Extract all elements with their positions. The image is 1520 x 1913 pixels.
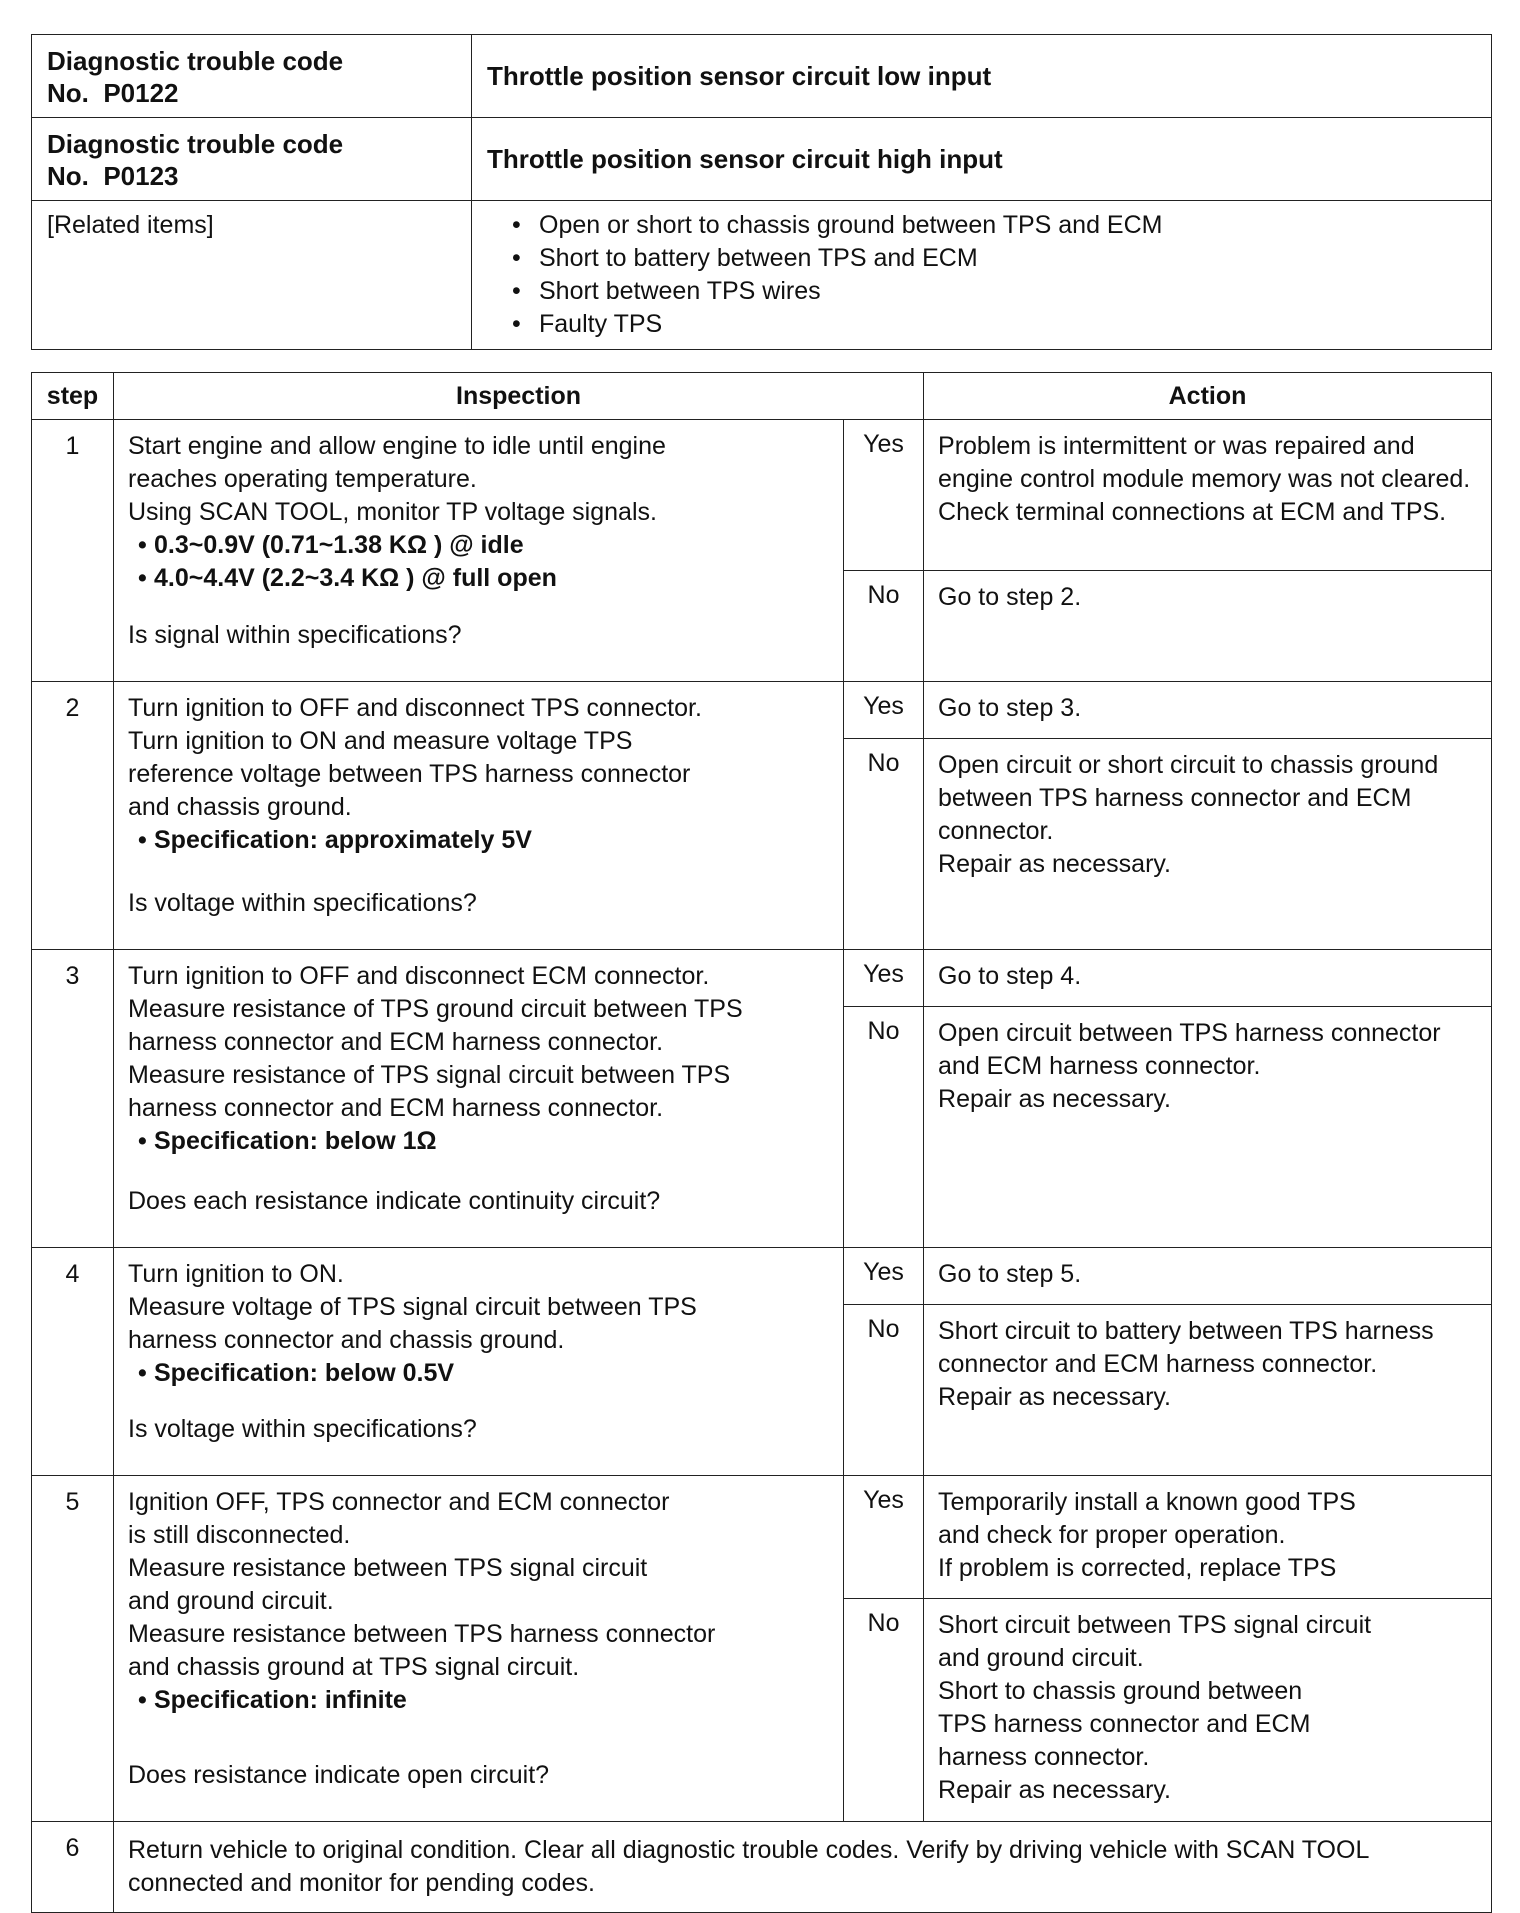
inspection-line: and ground circuit. — [128, 1587, 334, 1615]
step-number: 3 — [32, 950, 114, 1248]
inspection-cell — [114, 1476, 844, 1822]
no-label: No — [844, 1305, 924, 1476]
no-action: Short circuit to battery between TPS harness connector and ECM harness connector. Repair as necessary. — [924, 1305, 1492, 1476]
step-row — [32, 1248, 1492, 1305]
dtc-row — [32, 35, 1492, 118]
inspection-content — [114, 1476, 843, 1800]
inspection-line: is still disconnected. — [128, 1521, 351, 1549]
step-row — [32, 682, 1492, 739]
inspection-line: Measure resistance between TPS signal circuit — [128, 1554, 648, 1582]
inspection-cell — [114, 950, 844, 1248]
inspection-content — [114, 950, 843, 1226]
yes-action: Go to step 4. — [924, 950, 1492, 1007]
dtc-code-cell — [32, 35, 472, 118]
dtc-table — [31, 34, 1492, 350]
inspection-line: Measure resistance of TPS signal circuit between TPS — [128, 1061, 731, 1089]
dtc-code-number: No. P0122 — [47, 78, 179, 108]
dtc-code-label: Diagnostic trouble code — [47, 129, 344, 159]
inspection-question: Is voltage within specifications? — [128, 889, 477, 917]
specification-item: • Specification: below 1Ω — [128, 1125, 831, 1158]
inspection-cell — [114, 682, 844, 950]
specification-item: • Specification: below 0.5V — [128, 1357, 831, 1390]
related-item: • Short between TPS wires — [512, 275, 1476, 308]
final-step-row — [32, 1822, 1492, 1913]
no-label: No — [844, 571, 924, 682]
inspection-line: Using SCAN TOOL, monitor TP voltage signals. — [128, 498, 657, 526]
dtc-code-number: No. P0123 — [47, 161, 179, 191]
step-number: 6 — [32, 1822, 114, 1913]
inspection-question: Is voltage within specifications? — [128, 1415, 477, 1443]
specification-item: • 4.0~4.4V (2.2~3.4 KΩ ) @ full open — [128, 562, 831, 595]
inspection-line: Turn ignition to ON. — [128, 1260, 344, 1288]
step-number: 5 — [32, 1476, 114, 1822]
related-item: • Faulty TPS — [512, 308, 1476, 341]
inspection-question: Does each resistance indicate continuity circuit? — [128, 1187, 661, 1215]
dtc-description: Throttle position sensor circuit low input — [472, 35, 1492, 118]
yes-action: Go to step 3. — [924, 682, 1492, 739]
inspection-question: Does resistance indicate open circuit? — [128, 1761, 550, 1789]
no-action: Go to step 2. — [924, 571, 1492, 682]
inspection-line: Measure resistance between TPS harness connector — [128, 1620, 716, 1648]
inspection-cell — [114, 420, 844, 682]
step-row — [32, 950, 1492, 1007]
inspection-content — [114, 1248, 843, 1454]
no-label: No — [844, 1599, 924, 1822]
no-action: Short circuit between TPS signal circuit and ground circuit. Short to chassis ground between TPS harness connector and ECM harness connector. Repair as necessary. — [924, 1599, 1492, 1822]
procedure-table — [31, 372, 1492, 1913]
dtc-code-cell — [32, 118, 472, 201]
step-row — [32, 420, 1492, 571]
step-header: step — [32, 373, 114, 420]
inspection-line: Turn ignition to OFF and disconnect TPS connector. — [128, 694, 702, 722]
related-item: • Short to battery between TPS and ECM — [512, 242, 1476, 275]
yes-action: Temporarily install a known good TPS and check for proper operation. If problem is corrected, replace TPS — [924, 1476, 1492, 1599]
yes-label: Yes — [844, 420, 924, 571]
inspection-line: Measure voltage of TPS signal circuit between TPS — [128, 1293, 697, 1321]
no-action: Open circuit or short circuit to chassis ground between TPS harness connector and ECM connector. Repair as necessary. — [924, 739, 1492, 950]
specification-item: • 0.3~0.9V (0.71~1.38 KΩ ) @ idle — [128, 529, 831, 562]
procedure-body — [32, 420, 1492, 1913]
related-items-label: [Related items] — [32, 201, 472, 350]
inspection-line: and chassis ground at TPS signal circuit. — [128, 1653, 580, 1681]
yes-action: Go to step 5. — [924, 1248, 1492, 1305]
final-step-text: Return vehicle to original condition. Clear all diagnostic trouble codes. Verify by driving vehicle with SCAN TOOL connected and monitor for pending codes. — [114, 1822, 1492, 1913]
specification-list — [128, 1684, 831, 1717]
dtc-code-label: Diagnostic trouble code — [47, 46, 344, 76]
yes-label: Yes — [844, 1476, 924, 1599]
inspection-line: Measure resistance of TPS ground circuit between TPS — [128, 995, 743, 1023]
step-row — [32, 1476, 1492, 1599]
inspection-line: and chassis ground. — [128, 793, 352, 821]
no-label: No — [844, 739, 924, 950]
related-items-cell — [472, 201, 1492, 350]
specification-item: • Specification: approximately 5V — [128, 824, 831, 857]
step-number: 4 — [32, 1248, 114, 1476]
related-items-list — [512, 209, 1476, 341]
inspection-line: Ignition OFF, TPS connector and ECM connector — [128, 1488, 670, 1516]
inspection-line: reaches operating temperature. — [128, 465, 477, 493]
yes-label: Yes — [844, 1248, 924, 1305]
related-item: • Open or short to chassis ground between TPS and ECM — [512, 209, 1476, 242]
specification-list — [128, 824, 831, 857]
inspection-line: harness connector and chassis ground. — [128, 1326, 565, 1354]
inspection-line: Turn ignition to OFF and disconnect ECM connector. — [128, 962, 710, 990]
no-label: No — [844, 1007, 924, 1248]
specification-list — [128, 529, 831, 595]
specification-list — [128, 1125, 831, 1158]
inspection-line: reference voltage between TPS harness connector — [128, 760, 691, 788]
yes-action: Problem is intermittent or was repaired and engine control module memory was not cleared. Check terminal connections at ECM and TPS. — [924, 420, 1492, 571]
inspection-line: Start engine and allow engine to idle until engine — [128, 432, 666, 460]
dtc-description: Throttle position sensor circuit high input — [472, 118, 1492, 201]
inspection-line: harness connector and ECM harness connector. — [128, 1094, 664, 1122]
yes-label: Yes — [844, 950, 924, 1007]
inspection-cell — [114, 1248, 844, 1476]
inspection-line: harness connector and ECM harness connector. — [128, 1028, 664, 1056]
inspection-line: Turn ignition to ON and measure voltage TPS — [128, 727, 633, 755]
specification-list — [128, 1357, 831, 1390]
inspection-content — [114, 420, 843, 660]
inspection-content — [114, 682, 843, 928]
dtc-row — [32, 118, 1492, 201]
inspection-header: Inspection — [114, 373, 924, 420]
yes-label: Yes — [844, 682, 924, 739]
specification-item: • Specification: infinite — [128, 1684, 831, 1717]
inspection-question: Is signal within specifications? — [128, 621, 462, 649]
no-action: Open circuit between TPS harness connector and ECM harness connector. Repair as necessary. — [924, 1007, 1492, 1248]
procedure-header-row — [32, 373, 1492, 420]
related-items-row — [32, 201, 1492, 350]
step-number: 1 — [32, 420, 114, 682]
step-number: 2 — [32, 682, 114, 950]
action-header: Action — [924, 373, 1492, 420]
